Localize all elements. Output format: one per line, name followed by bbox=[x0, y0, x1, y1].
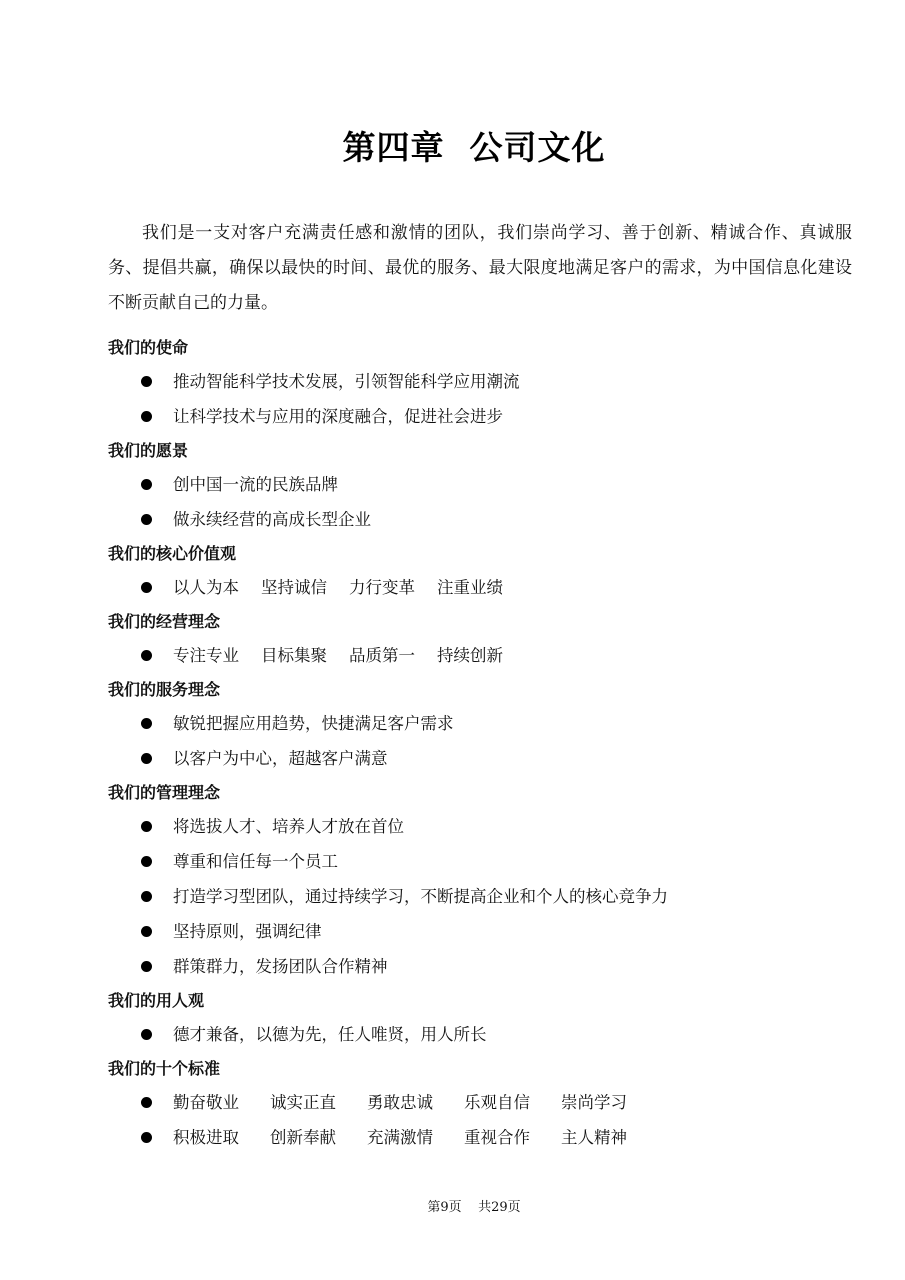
list-item bbox=[108, 741, 868, 776]
list-item bbox=[108, 1017, 868, 1052]
list-item bbox=[108, 1085, 868, 1120]
talent-list bbox=[108, 1017, 868, 1052]
list-item-text: 推动智能科学技术发展，引领智能科学应用潮流 bbox=[173, 372, 520, 391]
bullet-icon bbox=[141, 1132, 152, 1143]
phrase: 创新奉献 bbox=[270, 1128, 336, 1147]
list-item bbox=[108, 879, 868, 914]
vision-list bbox=[108, 467, 868, 537]
mission-list bbox=[108, 364, 868, 434]
bullet-icon bbox=[141, 891, 152, 902]
phrase: 以人为本 bbox=[173, 578, 239, 597]
phrase: 积极进取 bbox=[173, 1128, 239, 1147]
list-item-text: 坚持原则，强调纪律 bbox=[173, 922, 322, 941]
bullet-icon bbox=[141, 753, 152, 764]
business-list bbox=[108, 638, 868, 673]
phrase: 力行变革 bbox=[349, 578, 415, 597]
phrase: 坚持诚信 bbox=[261, 578, 327, 597]
section-heading-management: 我们的管理理念 bbox=[108, 783, 221, 802]
phrase: 充满激情 bbox=[367, 1128, 433, 1147]
section-heading-mission: 我们的使命 bbox=[108, 338, 189, 357]
bullet-icon bbox=[141, 718, 152, 729]
list-item-text: 让科学技术与应用的深度融合，促进社会进步 bbox=[173, 407, 503, 426]
list-item bbox=[108, 638, 868, 673]
bullet-icon bbox=[141, 926, 152, 937]
core-values-list bbox=[108, 570, 868, 605]
list-item bbox=[108, 706, 868, 741]
list-item-text: 打造学习型团队，通过持续学习，不断提高企业和个人的核心竞争力 bbox=[173, 887, 668, 906]
culture-sections bbox=[108, 331, 868, 1155]
section-heading-talent: 我们的用人观 bbox=[108, 991, 205, 1010]
phrase: 勇敢忠诚 bbox=[367, 1093, 433, 1112]
list-item bbox=[108, 399, 868, 434]
management-list bbox=[108, 809, 868, 984]
bullet-icon bbox=[141, 821, 152, 832]
page-footer: 第9页 共29页 bbox=[427, 1200, 521, 1215]
ten-standards-list bbox=[108, 1085, 868, 1155]
section-heading-ten-standards: 我们的十个标准 bbox=[108, 1059, 221, 1078]
phrase: 崇尚学习 bbox=[561, 1093, 627, 1112]
section-heading-vision: 我们的愿景 bbox=[108, 441, 189, 460]
phrase-row bbox=[173, 1120, 868, 1155]
phrase: 重视合作 bbox=[464, 1128, 530, 1147]
intro-paragraph: 我们是一支对客户充满责任感和激情的团队，我们崇尚学习、善于创新、精诚合作、真诚服务、提倡共赢，确保以最快的时间、最优的服务、最大限度地满足客户的需求，为中国信息化建设不断贡献自己的力量。 bbox=[108, 223, 852, 313]
list-item-text: 德才兼备，以德为先，任人唯贤，用人所长 bbox=[173, 1025, 487, 1044]
phrase: 诚实正直 bbox=[270, 1093, 336, 1112]
section-heading-core-values: 我们的核心价值观 bbox=[108, 544, 237, 563]
phrase: 品质第一 bbox=[349, 646, 415, 665]
phrase: 主人精神 bbox=[561, 1128, 627, 1147]
list-item-text: 尊重和信任每一个员工 bbox=[173, 852, 338, 871]
list-item-text: 将选拔人才、培养人才放在首位 bbox=[173, 817, 404, 836]
bullet-icon bbox=[141, 856, 152, 867]
list-item bbox=[108, 809, 868, 844]
phrase: 乐观自信 bbox=[464, 1093, 530, 1112]
list-item-text: 群策群力，发扬团队合作精神 bbox=[173, 957, 388, 976]
service-list bbox=[108, 706, 868, 776]
list-item-text: 做永续经营的高成长型企业 bbox=[173, 510, 371, 529]
bullet-icon bbox=[141, 1097, 152, 1108]
bullet-icon bbox=[141, 376, 152, 387]
bullet-icon bbox=[141, 411, 152, 422]
chapter-title: 第四章 公司文化 bbox=[342, 128, 606, 167]
phrase-row bbox=[173, 638, 868, 673]
bullet-icon bbox=[141, 514, 152, 525]
phrase-row bbox=[173, 570, 868, 605]
bullet-icon bbox=[141, 650, 152, 661]
list-item bbox=[108, 570, 868, 605]
list-item bbox=[108, 364, 868, 399]
bullet-icon bbox=[141, 479, 152, 490]
list-item bbox=[108, 502, 868, 537]
phrase: 注重业绩 bbox=[437, 578, 503, 597]
list-item-text: 敏锐把握应用趋势，快捷满足客户需求 bbox=[173, 714, 454, 733]
phrase: 目标集聚 bbox=[261, 646, 327, 665]
phrase: 持续创新 bbox=[437, 646, 503, 665]
section-heading-business: 我们的经营理念 bbox=[108, 612, 221, 631]
bullet-icon bbox=[141, 961, 152, 972]
bullet-icon bbox=[141, 1029, 152, 1040]
list-item bbox=[108, 844, 868, 879]
phrase-row bbox=[173, 1085, 868, 1120]
list-item bbox=[108, 914, 868, 949]
section-heading-service: 我们的服务理念 bbox=[108, 680, 221, 699]
bullet-icon bbox=[141, 582, 152, 593]
list-item bbox=[108, 949, 868, 984]
phrase: 专注专业 bbox=[173, 646, 239, 665]
list-item-text: 创中国一流的民族品牌 bbox=[173, 475, 338, 494]
list-item bbox=[108, 467, 868, 502]
list-item bbox=[108, 1120, 868, 1155]
phrase: 勤奋敬业 bbox=[173, 1093, 239, 1112]
list-item-text: 以客户为中心，超越客户满意 bbox=[173, 749, 388, 768]
